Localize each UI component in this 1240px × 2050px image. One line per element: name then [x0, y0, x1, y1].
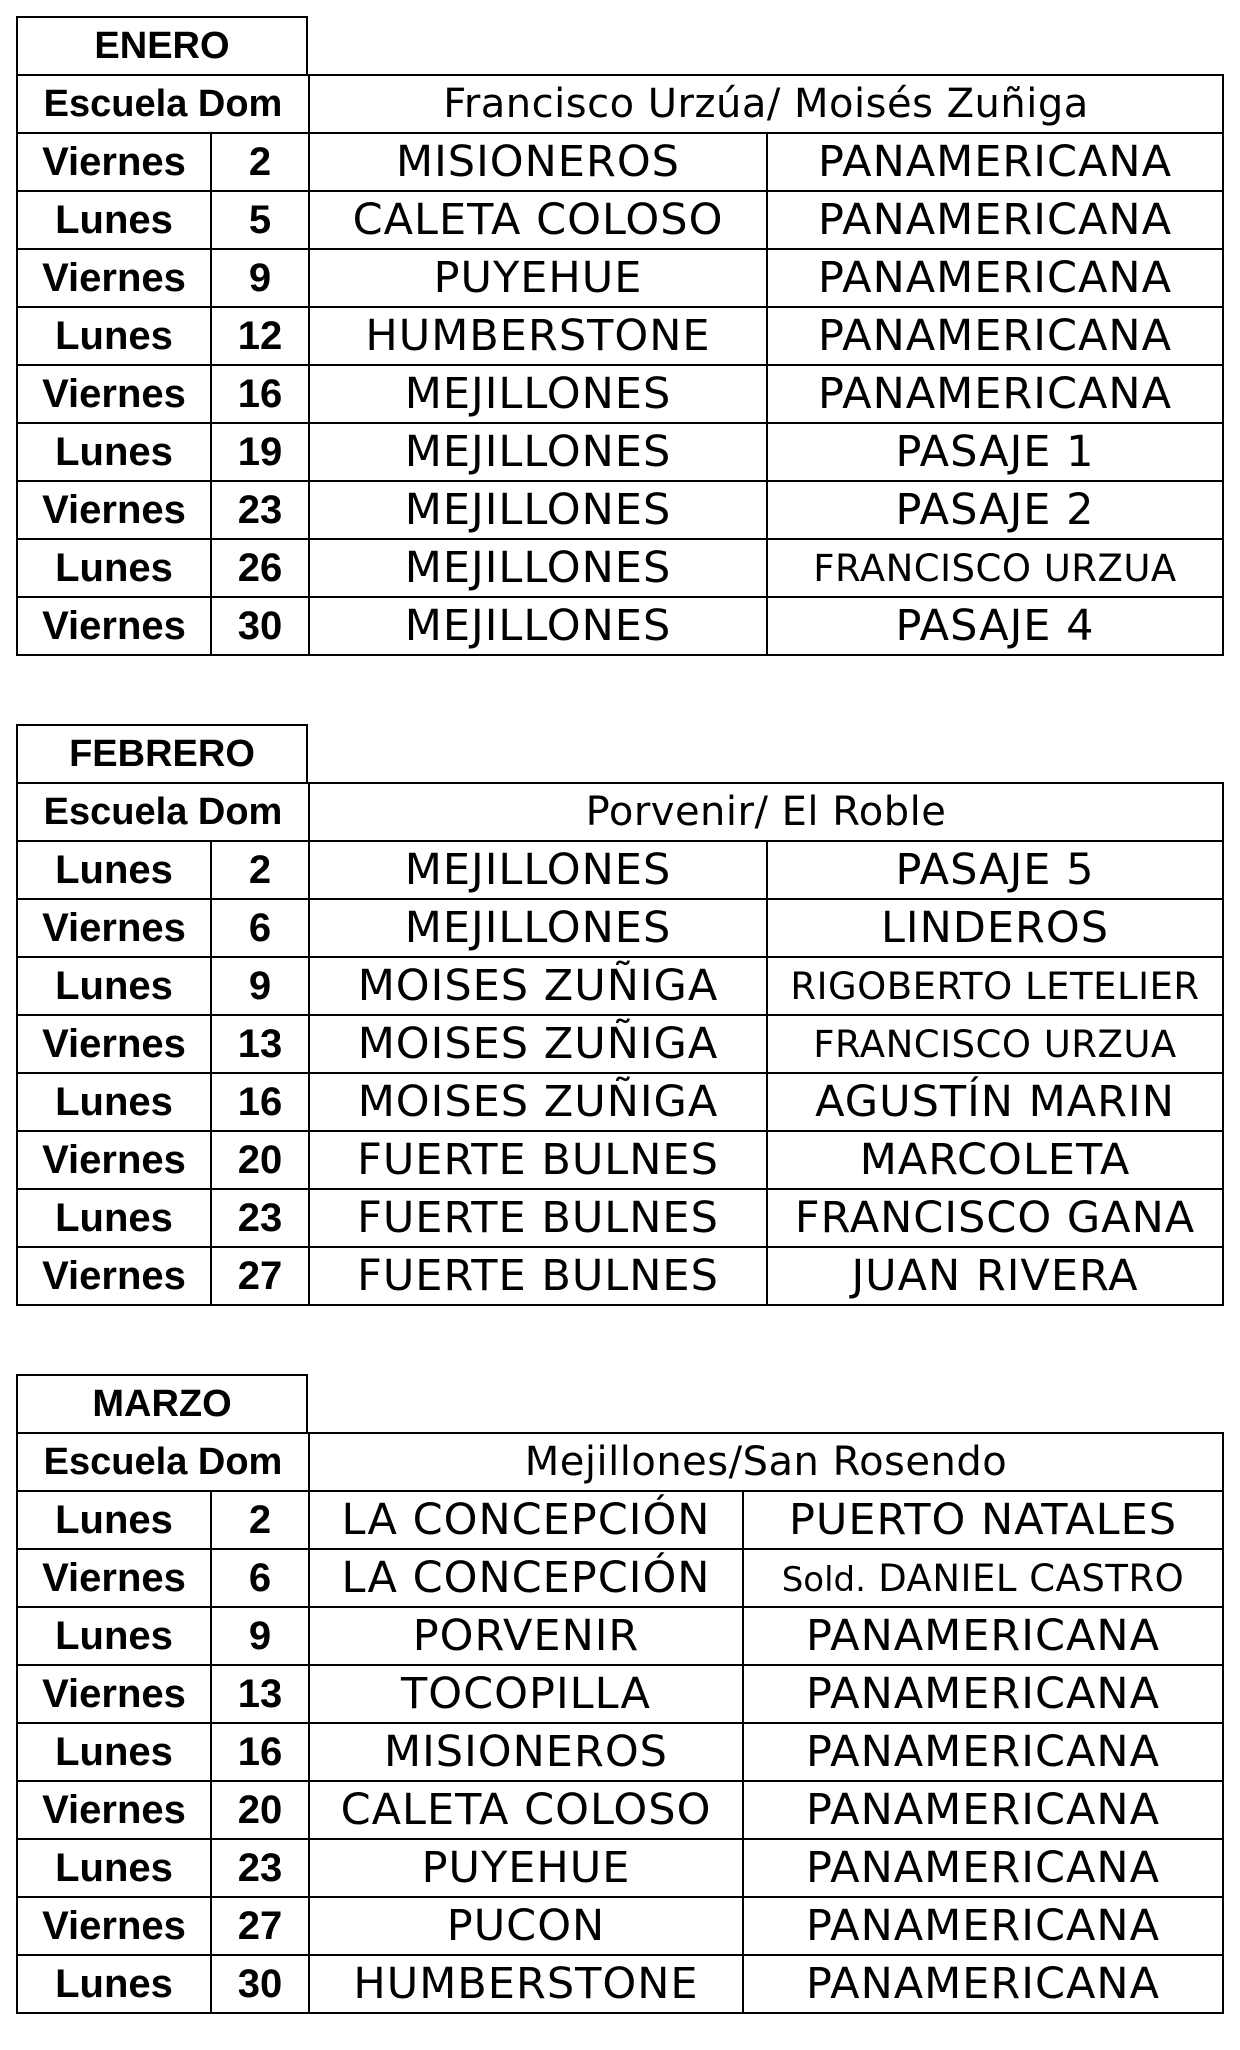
- weekday-cell: Viernes: [17, 481, 211, 539]
- table-row: [17, 133, 1223, 191]
- table-row: [17, 423, 1223, 481]
- date-number-cell: 9: [211, 249, 309, 307]
- weekday-cell: Viernes: [17, 1549, 211, 1607]
- location-a-cell: PUYEHUE: [309, 249, 767, 307]
- location-a-cell: LA CONCEPCIÓN: [309, 1491, 743, 1549]
- location-a-cell: MEJILLONES: [309, 539, 767, 597]
- weekday-cell: Viernes: [17, 133, 211, 191]
- location-a-cell: FUERTE BULNES: [309, 1189, 767, 1247]
- table-row: [17, 1131, 1223, 1189]
- table-row: [17, 1247, 1223, 1305]
- date-number-cell: 6: [211, 899, 309, 957]
- location-a-cell: PORVENIR: [309, 1607, 743, 1665]
- location-b-cell: PANAMERICANA: [767, 191, 1223, 249]
- table-row: [17, 1189, 1223, 1247]
- date-number-cell: 13: [211, 1015, 309, 1073]
- weekday-cell: Lunes: [17, 1607, 211, 1665]
- location-b-cell: PANAMERICANA: [767, 249, 1223, 307]
- location-b-cell: PANAMERICANA: [743, 1607, 1223, 1665]
- date-number-cell: 26: [211, 539, 309, 597]
- weekday-cell: Viernes: [17, 249, 211, 307]
- weekday-cell: Lunes: [17, 1955, 211, 2013]
- schedule-table: [16, 1432, 1224, 2014]
- location-b-cell: PASAJE 2: [767, 481, 1223, 539]
- location-b-cell: PANAMERICANA: [743, 1955, 1223, 2013]
- group-title: Francisco Urzúa/ Moisés Zuñiga: [309, 75, 1223, 133]
- location-a-cell: PUCON: [309, 1897, 743, 1955]
- location-a-cell: LA CONCEPCIÓN: [309, 1549, 743, 1607]
- weekday-cell: Lunes: [17, 539, 211, 597]
- weekday-cell: Viernes: [17, 899, 211, 957]
- location-b-cell: AGUSTÍN MARIN: [767, 1073, 1223, 1131]
- date-number-cell: 5: [211, 191, 309, 249]
- location-b-cell: FRANCISCO GANA: [767, 1189, 1223, 1247]
- table-header-row: [17, 1433, 1223, 1491]
- location-a-cell: MOISES ZUÑIGA: [309, 1015, 767, 1073]
- month-title: FEBRERO: [16, 724, 308, 784]
- date-number-cell: 2: [211, 1491, 309, 1549]
- schedule-table: [16, 74, 1224, 656]
- table-row: [17, 1015, 1223, 1073]
- location-a-cell: FUERTE BULNES: [309, 1131, 767, 1189]
- location-a-cell: MOISES ZUÑIGA: [309, 1073, 767, 1131]
- table-row: [17, 1897, 1223, 1955]
- date-number-cell: 30: [211, 597, 309, 655]
- location-b-cell: PASAJE 1: [767, 423, 1223, 481]
- location-b-cell: PASAJE 4: [767, 597, 1223, 655]
- table-row: [17, 957, 1223, 1015]
- location-b-cell: PUERTO NATALES: [743, 1491, 1223, 1549]
- location-a-cell: TOCOPILLA: [309, 1665, 743, 1723]
- date-number-cell: 9: [211, 957, 309, 1015]
- table-row: [17, 191, 1223, 249]
- date-number-cell: 23: [211, 1839, 309, 1897]
- weekday-cell: Lunes: [17, 1839, 211, 1897]
- location-b-cell: RIGOBERTO LETELIER: [767, 957, 1223, 1015]
- location-b-cell: PANAMERICANA: [743, 1723, 1223, 1781]
- location-b-cell: PANAMERICANA: [767, 307, 1223, 365]
- rows: [17, 841, 1223, 1305]
- table-row: [17, 1073, 1223, 1131]
- weekday-cell: Lunes: [17, 423, 211, 481]
- date-number-cell: 6: [211, 1549, 309, 1607]
- location-a-cell: MISIONEROS: [309, 133, 767, 191]
- location-b-cell: PANAMERICANA: [743, 1781, 1223, 1839]
- location-b-cell: PANAMERICANA: [743, 1665, 1223, 1723]
- weekday-cell: Viernes: [17, 365, 211, 423]
- location-b-cell: [743, 1549, 1223, 1607]
- location-a-cell: CALETA COLOSO: [309, 1781, 743, 1839]
- weekday-cell: Lunes: [17, 191, 211, 249]
- table-header-row: [17, 783, 1223, 841]
- location-b-cell: FRANCISCO URZUA: [767, 539, 1223, 597]
- table-row: [17, 1781, 1223, 1839]
- location-b-cell: MARCOLETA: [767, 1131, 1223, 1189]
- date-number-cell: 9: [211, 1607, 309, 1665]
- rank-prefix: Sold.: [781, 1559, 866, 1600]
- weekday-cell: Lunes: [17, 957, 211, 1015]
- weekday-cell: Lunes: [17, 1073, 211, 1131]
- table-row: [17, 539, 1223, 597]
- location-a-cell: MEJILLONES: [309, 597, 767, 655]
- date-number-cell: 16: [211, 1723, 309, 1781]
- location-a-cell: MISIONEROS: [309, 1723, 743, 1781]
- table-row: [17, 1491, 1223, 1549]
- location-b-name: DANIEL CASTRO: [878, 1556, 1185, 1600]
- location-a-cell: MEJILLONES: [309, 423, 767, 481]
- location-b-cell: FRANCISCO URZUA: [767, 1015, 1223, 1073]
- location-b-cell: PANAMERICANA: [743, 1897, 1223, 1955]
- table-row: [17, 1665, 1223, 1723]
- group-title: Porvenir/ El Roble: [309, 783, 1223, 841]
- month-block-febrero: [16, 724, 1224, 1306]
- escuela-dom-label: Escuela Dom: [17, 1433, 309, 1491]
- location-a-cell: MEJILLONES: [309, 899, 767, 957]
- location-b-cell: PANAMERICANA: [767, 133, 1223, 191]
- location-a-cell: CALETA COLOSO: [309, 191, 767, 249]
- location-a-cell: MEJILLONES: [309, 481, 767, 539]
- table-row: [17, 249, 1223, 307]
- date-number-cell: 2: [211, 841, 309, 899]
- table-row: [17, 841, 1223, 899]
- date-number-cell: 23: [211, 481, 309, 539]
- location-a-cell: MEJILLONES: [309, 365, 767, 423]
- weekday-cell: Viernes: [17, 1897, 211, 1955]
- table-row: [17, 1955, 1223, 2013]
- escuela-dom-label: Escuela Dom: [17, 783, 309, 841]
- location-a-cell: MEJILLONES: [309, 841, 767, 899]
- table-header-row: [17, 75, 1223, 133]
- table-row: [17, 481, 1223, 539]
- month-block-marzo: [16, 1374, 1224, 2014]
- location-a-cell: PUYEHUE: [309, 1839, 743, 1897]
- weekday-cell: Lunes: [17, 1723, 211, 1781]
- schedule-table: [16, 782, 1224, 1306]
- weekday-cell: Viernes: [17, 1781, 211, 1839]
- table-row: [17, 307, 1223, 365]
- date-number-cell: 23: [211, 1189, 309, 1247]
- location-b-cell: PANAMERICANA: [767, 365, 1223, 423]
- table-row: [17, 597, 1223, 655]
- location-a-cell: MOISES ZUÑIGA: [309, 957, 767, 1015]
- escuela-dom-label: Escuela Dom: [17, 75, 309, 133]
- rows: [17, 1491, 1223, 2013]
- weekday-cell: Viernes: [17, 1665, 211, 1723]
- location-b-cell: LINDEROS: [767, 899, 1223, 957]
- date-number-cell: 20: [211, 1781, 309, 1839]
- date-number-cell: 12: [211, 307, 309, 365]
- weekday-cell: Viernes: [17, 1131, 211, 1189]
- location-b-cell: PASAJE 5: [767, 841, 1223, 899]
- date-number-cell: 30: [211, 1955, 309, 2013]
- date-number-cell: 19: [211, 423, 309, 481]
- table-row: [17, 365, 1223, 423]
- weekday-cell: Viernes: [17, 1015, 211, 1073]
- location-a-cell: HUMBERSTONE: [309, 307, 767, 365]
- month-block-enero: [16, 16, 1224, 656]
- table-row: [17, 1839, 1223, 1897]
- weekday-cell: Lunes: [17, 841, 211, 899]
- weekday-cell: Lunes: [17, 1189, 211, 1247]
- date-number-cell: 20: [211, 1131, 309, 1189]
- location-a-cell: FUERTE BULNES: [309, 1247, 767, 1305]
- location-b-cell: JUAN RIVERA: [767, 1247, 1223, 1305]
- date-number-cell: 16: [211, 365, 309, 423]
- date-number-cell: 27: [211, 1247, 309, 1305]
- date-number-cell: 16: [211, 1073, 309, 1131]
- table-row: [17, 1549, 1223, 1607]
- rows: [17, 133, 1223, 655]
- weekday-cell: Viernes: [17, 1247, 211, 1305]
- weekday-cell: Lunes: [17, 307, 211, 365]
- table-row: [17, 1723, 1223, 1781]
- table-row: [17, 1607, 1223, 1665]
- location-a-cell: HUMBERSTONE: [309, 1955, 743, 2013]
- weekday-cell: Viernes: [17, 597, 211, 655]
- month-title: MARZO: [16, 1374, 308, 1434]
- group-title: Mejillones/San Rosendo: [309, 1433, 1223, 1491]
- date-number-cell: 2: [211, 133, 309, 191]
- date-number-cell: 27: [211, 1897, 309, 1955]
- table-row: [17, 899, 1223, 957]
- month-title: ENERO: [16, 16, 308, 76]
- date-number-cell: 13: [211, 1665, 309, 1723]
- weekday-cell: Lunes: [17, 1491, 211, 1549]
- location-b-cell: PANAMERICANA: [743, 1839, 1223, 1897]
